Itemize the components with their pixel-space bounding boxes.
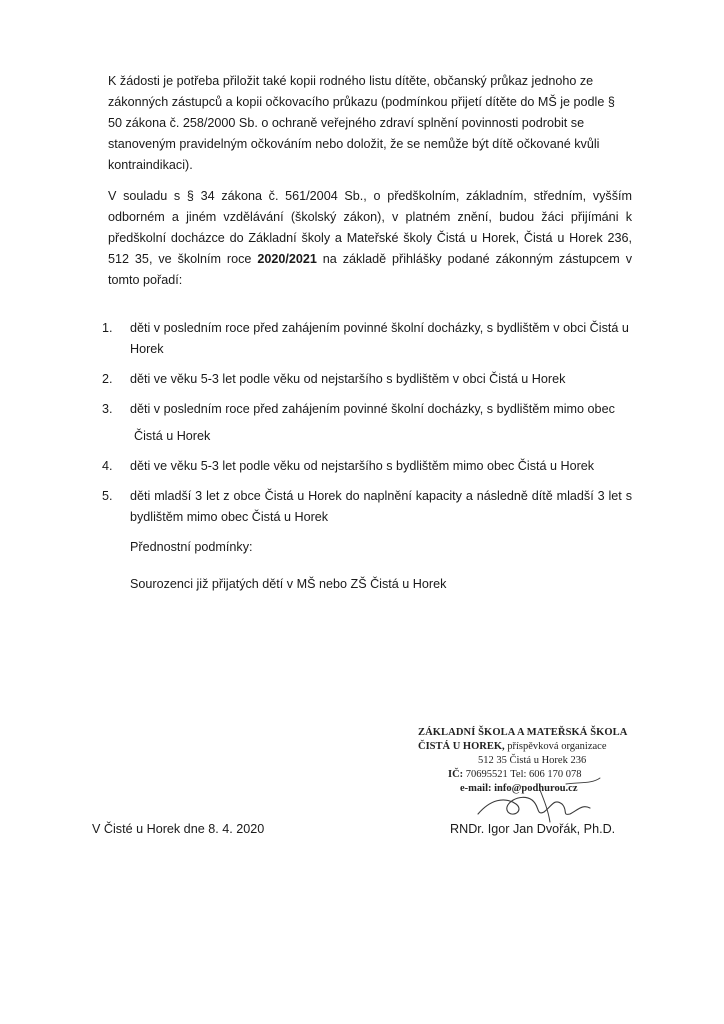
list-item-text: děti v posledním roce před zahájením povinné školní docházky, s bydlištěm v obci Čistá u Horek [130,321,629,356]
list-item-text: děti v posledním roce před zahájením povinné školní docházky, s bydlištěm mimo obec [130,402,615,416]
list-item-number: 1. [102,321,113,335]
stamp-school-place: ČISTÁ U HOREK, [418,741,505,752]
list-item-number: 5. [102,489,113,503]
signer-name: RNDr. Igor Jan Dvořák, Ph.D. [450,822,616,836]
list-item-text-continued: Čistá u Horek [134,429,211,443]
stamp-address: 512 35 Čistá u Horek 236 [478,755,587,766]
list-item-text: děti ve věku 5-3 let podle věku od nejstaršího s bydlištěm v obci Čistá u Horek [130,372,566,386]
attachments-paragraph: K žádosti je potřeba přiložit také kopii rodného listu dítěte, občanský průkaz jednoho ze zákonných zástupců a kopii očkovacího průkazu (podmínkou přijetí dítěte do MŠ je podle § 50 zákona č. 258/2000 Sb. o ochraně veřejného zdraví splnění povinnosti podrobit se stanoveným pravidelným očkováním nebo doložit, že se nemůže být dítě očkované kvůli kontraindikaci). [108,74,615,172]
list-item [102,486,632,528]
place-and-date: V Čisté u Horek dne 8. 4. 2020 [92,822,265,836]
stamp-line-1: ZÁKLADNÍ ŠKOLA A MATEŘSKÁ ŠKOLA [418,727,628,738]
priority-section [108,537,632,595]
stamp-ic: 70695521 [463,769,508,780]
list-item-number: 3. [102,402,113,416]
legal-basis-text-end: na základě přihlášky podané zákonným zástupcem v tomto pořadí: [108,252,633,287]
list-item-text: děti ve věku 5-3 let podle věku od nejstaršího s bydlištěm mimo obec Čistá u Horek [130,459,595,473]
school-year: 2020/2021 [257,252,317,266]
list-item-text: děti mladší 3 let z obce Čistá u Horek do naplnění kapacity a následně dítě mladší 3 let s bydlištěm mimo obec Čistá u Horek [130,489,632,524]
stamp-email: e-mail: info@podhurou.cz [460,783,578,794]
stamp-ic-label: IČ: [448,769,464,780]
list-item [102,456,632,477]
legal-basis-text: V souladu s § 34 zákona č. 561/2004 Sb., o předškolním, základním, středním, vyšším odborném a jiném vzdělávání (školský zákon), v platném znění, budou žáci přijímáni k předškolní docházce do Základní školy a Mateřské školy Čistá u Horek, Čistá u Horek 236, 512 35, ve školním roce [108,189,632,266]
stamp-tel: Tel: 606 170 078 [507,769,582,780]
stamp-line-2 [418,740,618,754]
stamp-org-type: příspěvková organizace [504,741,607,752]
handwritten-signature-icon [470,770,610,830]
list-item [102,369,632,390]
list-item-number: 2. [102,372,113,386]
admission-order-list [102,318,632,528]
priority-text: Sourozenci již přijatých dětí v MŠ nebo ZŠ Čistá u Horek [130,577,447,591]
priority-heading: Přednostní podmínky: [130,540,253,554]
list-item [102,318,632,360]
list-item-number: 4. [102,459,113,473]
list-item [102,399,632,447]
legal-basis-paragraph [108,186,632,291]
